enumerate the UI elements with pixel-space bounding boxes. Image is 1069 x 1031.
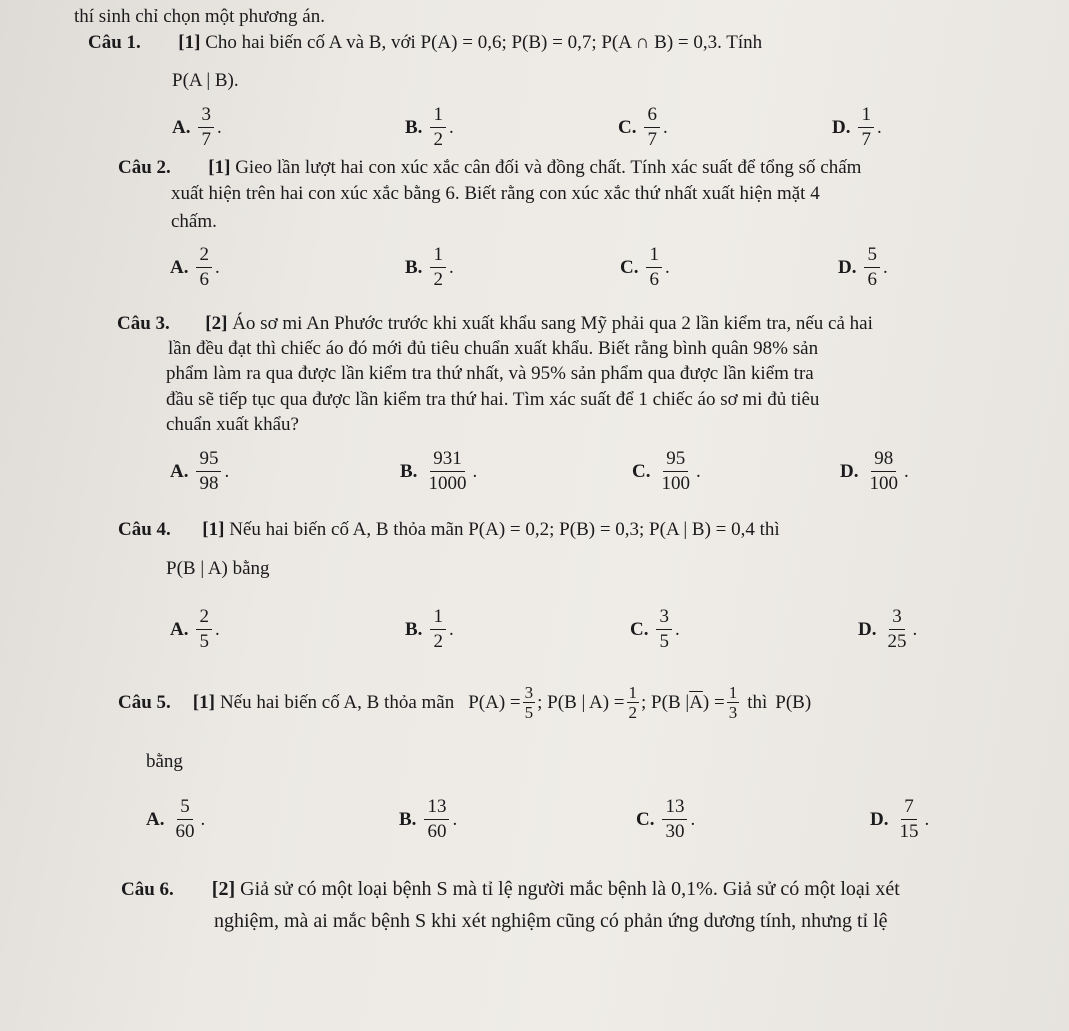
question-5 xyxy=(118,683,811,722)
q4-option-a[interactable]: A. $\frac{2}{5}$ . xyxy=(170,606,220,652)
question-4-label: Câu 4. xyxy=(118,519,171,540)
question-4-mark: [1] xyxy=(202,519,225,540)
q2-option-b[interactable]: B. $\frac{1}{2}$ . xyxy=(405,244,454,290)
q4-option-c[interactable]: C. $\frac{3}{5}$ . xyxy=(630,606,680,652)
question-3-text-line3: phẩm làm ra qua được lần kiểm tra thứ nhất, và 95% sản phẩm qua được lần kiểm tra xyxy=(166,363,814,384)
question-3-text-line5: chuẩn xuất khẩu? xyxy=(166,414,299,435)
question-2-text-line3: chấm. xyxy=(171,211,217,232)
question-6-mark: [2] xyxy=(211,878,236,900)
question-5-label: Câu 5. xyxy=(118,691,171,713)
question-2-label: Câu 2. xyxy=(118,157,171,178)
q4-option-b[interactable]: B. $\frac{1}{2}$ . xyxy=(405,606,454,652)
q1-option-d[interactable]: D. $\frac{1}{7}$ . xyxy=(832,104,882,150)
q3-option-c[interactable]: C. $\frac{95}{100}$ . xyxy=(632,448,701,494)
q5-pbna: ; P(B | xyxy=(641,691,690,713)
q5-pbna-end: ) = xyxy=(702,691,725,713)
q3-option-a[interactable]: A. $\frac{95}{98}$ . xyxy=(170,448,230,494)
question-3-label: Câu 3. xyxy=(117,313,170,334)
question-2 xyxy=(118,157,861,179)
question-1-mark: [1] xyxy=(178,32,201,53)
question-1-text-line2: P(A | B). xyxy=(172,70,239,91)
question-2-text-line2: xuất hiện trên hai con xúc xắc bằng 6. Biết rằng con xúc xắc thứ nhất xuất hiện mặt 4 xyxy=(171,183,820,204)
question-1 xyxy=(88,32,762,54)
question-4-text-line1: Nếu hai biến cố A, B thỏa mãn P(A) = 0,2; P(B) = 0,3; P(A | B) = 0,4 thì xyxy=(229,519,780,540)
q5-pba-frac: $\frac{1}{2}$ xyxy=(628,683,638,722)
question-6-label: Câu 6. xyxy=(121,879,174,900)
q5-pb: P(B) xyxy=(775,691,812,713)
question-6-text-line1: Giả sử có một loại bệnh S mà tỉ lệ người mắc bệnh là 0,1%. Giả sử có một loại xét xyxy=(240,878,900,900)
q4-option-d[interactable]: D. $\frac{3}{25}$ . xyxy=(858,606,918,652)
question-5-text-line1: Nếu hai biến cố A, B thỏa mãn xyxy=(219,691,455,713)
q5-option-b[interactable]: B. $\frac{13}{60}$ . xyxy=(399,796,458,842)
question-1-label: Câu 1. xyxy=(88,32,141,53)
q5-option-d[interactable]: D. $\frac{7}{15}$ . xyxy=(870,796,930,842)
question-3-text-line2: lần đều đạt thì chiếc áo đó mới đủ tiêu chuẩn xuất khẩu. Biết rằng bình quân 98% sản xyxy=(168,338,819,359)
question-2-text-line1: Gieo lần lượt hai con xúc xắc cân đối và đồng chất. Tính xác suất để tổng số chấm xyxy=(235,157,862,178)
q5-pa: P(A) = xyxy=(468,691,521,713)
q2-option-c[interactable]: C. $\frac{1}{6}$ . xyxy=(620,244,670,290)
question-4 xyxy=(118,519,780,541)
question-3-text-line4: đầu sẽ tiếp tục qua được lần kiểm tra thứ hai. Tìm xác suất để 1 chiếc áo sơ mi đủ tiêu xyxy=(166,389,820,410)
question-3 xyxy=(117,313,873,335)
question-5-text-line2: bằng xyxy=(146,751,183,772)
q5-abar: $\overline{A}$ xyxy=(689,691,703,713)
q5-option-a[interactable]: A. $\frac{5}{60}$ . xyxy=(146,796,206,842)
q5-pba: ; P(B | A) = xyxy=(537,691,625,713)
question-6-text-line2: nghiệm, mà ai mắc bệnh S khi xét nghiệm cũng có phản ứng dương tính, nhưng tỉ lệ xyxy=(214,910,888,932)
q5-thi: thì xyxy=(747,691,768,713)
question-5-mark: [1] xyxy=(192,691,215,713)
q5-pbna-frac: $\frac{1}{3}$ xyxy=(728,683,738,722)
q3-option-d[interactable]: D. $\frac{98}{100}$ . xyxy=(840,448,909,494)
q1-option-b[interactable]: B. $\frac{1}{2}$ . xyxy=(405,104,454,150)
q5-option-c[interactable]: C. $\frac{13}{30}$ . xyxy=(636,796,696,842)
question-2-mark: [1] xyxy=(208,157,231,178)
question-3-mark: [2] xyxy=(205,313,228,334)
question-6 xyxy=(121,878,900,901)
q3-option-b[interactable]: B. $\frac{931}{1000}$ . xyxy=(400,448,478,494)
intro-text: thí sinh chỉ chọn một phương án. xyxy=(74,6,325,27)
q2-option-a[interactable]: A. $\frac{2}{6}$ . xyxy=(170,244,220,290)
q1-option-a[interactable]: A. $\frac{3}{7}$ . xyxy=(172,104,222,150)
question-1-text-line1: Cho hai biến cố A và B, với P(A) = 0,6; P(B) = 0,7; P(A ∩ B) = 0,3. Tính xyxy=(205,32,763,53)
question-3-text-line1: Áo sơ mi An Phước trước khi xuất khẩu sang Mỹ phải qua 2 lần kiểm tra, nếu cả hai xyxy=(232,313,873,334)
question-4-text-line2: P(B | A) bằng xyxy=(166,558,270,579)
q2-option-d[interactable]: D. $\frac{5}{6}$ . xyxy=(838,244,888,290)
q1-option-c[interactable]: C. $\frac{6}{7}$ . xyxy=(618,104,668,150)
q5-pa-frac: $\frac{3}{5}$ xyxy=(524,683,534,722)
